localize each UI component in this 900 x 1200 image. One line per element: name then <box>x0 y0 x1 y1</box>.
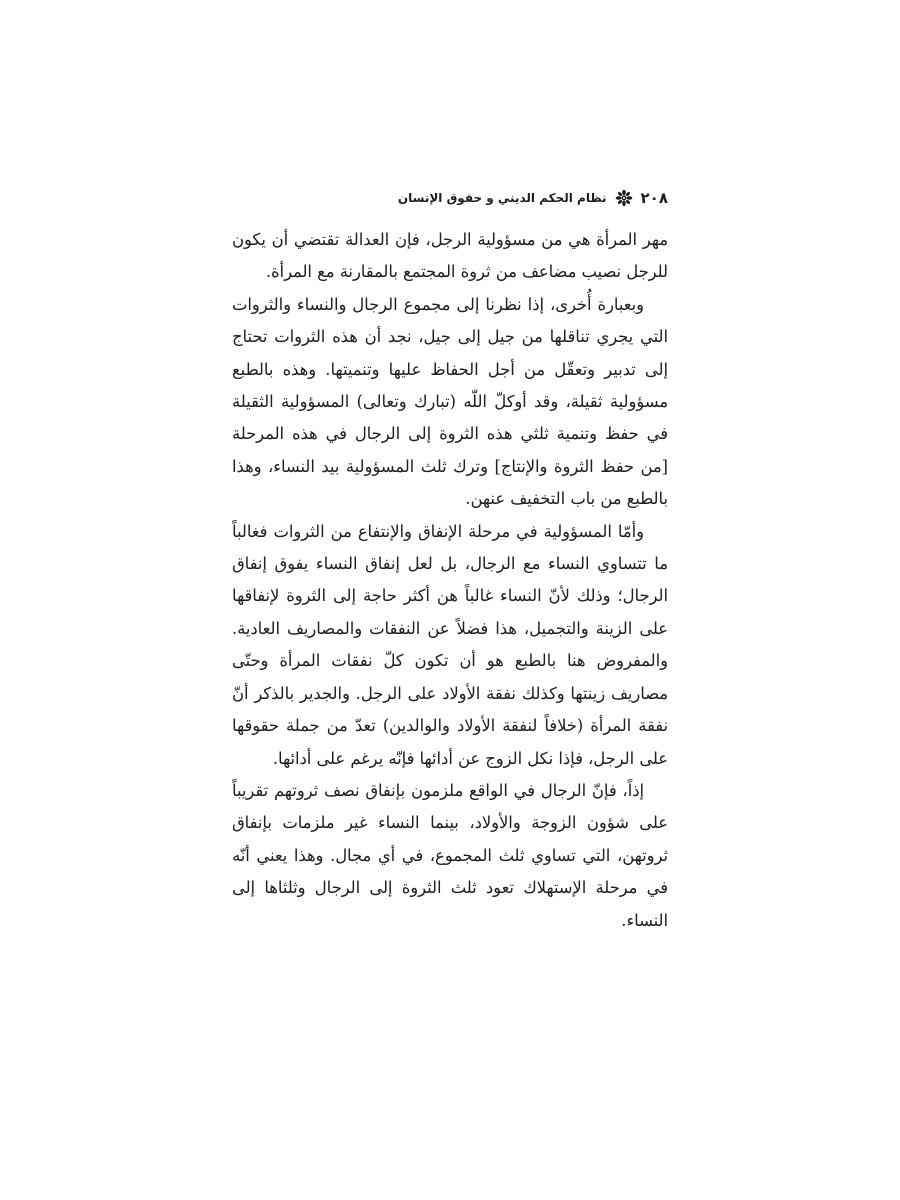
running-header-title: نظام الحكم الديني و حقوق الإنسان <box>397 191 607 205</box>
body-text <box>232 224 668 937</box>
paragraph: وبعبارة أُخرى، إذا نظرنا إلى مجموع الرجال والنساء والثروات التي يجري تناقلها من جيل إلى جيل، نجد أن هذه الثروات تحتاج إلى تدبير وتعقّل من أجل الحفاظ عليها وتنميتها. وهذه بالطبع مسؤولية ثقيلة، وقد أوكلّ اللّه (تبارك وتعالى) المسؤولية الثقيلة في حفظ وتنمية ثلثي هذه الثروة إلى الرجال في هذه المرحلة [من حفظ الثروة والإنتاج] وترك ثلث المسؤولية بيد النساء، وهذا بالطبع من باب التخفيف عنهن. <box>232 294 668 509</box>
page-number: ٢٠٨ <box>640 189 668 207</box>
paragraph: وأمّا المسؤولية في مرحلة الإنفاق والإنتفاع من الثروات فغالباً ما تتساوي النساء مع الرجال، بل لعل إنفاق النساء يفوق إنفاق الرجال؛ وذلك لأنّ النساء غالباً هن أكثر حاجة إلى الثروة لإنفاقها على الزينة والتجميل، هذا فضلاً عن النفقات والمصاريف العادية. والمفروض هنا بالطبع هو أن تكون كلّ نفقات المرأة وحتّى مصاريف زينتها وكذلك نفقة الأولاد على الرجل. والجدير بالذكر أنّ نفقة المرأة (خلافاً لنفقة الأولاد والوالدين) تعدّ من جملة حقوقها على الرجل، فإذا نكل الزوج عن أدائها فإنّه يرغم على أدائها. <box>232 521 668 768</box>
running-header <box>240 183 668 213</box>
flower-ornament-icon <box>615 189 633 207</box>
paragraph: إذاً، فإنّ الرجال في الواقع ملزمون بإنفاق نصف ثروتهم تقريباً على شؤون الزوجة والأولاد، بينما النساء غير ملزمات بإنفاق ثروتهن، التي تساوي ثلث المجموع، في أي مجال. وهذا يعني أنّه في مرحلة الإستهلاك تعود ثلث الثروة إلى الرجال وثلثاها إلى النساء. <box>232 780 668 930</box>
paragraph: مهر المرأة هي من مسؤولية الرجل، فإن العدالة تقتضي أن يكون للرجل نصيب مضاعف من ثروة المجتمع بالمقارنة مع المرأة. <box>232 230 668 282</box>
